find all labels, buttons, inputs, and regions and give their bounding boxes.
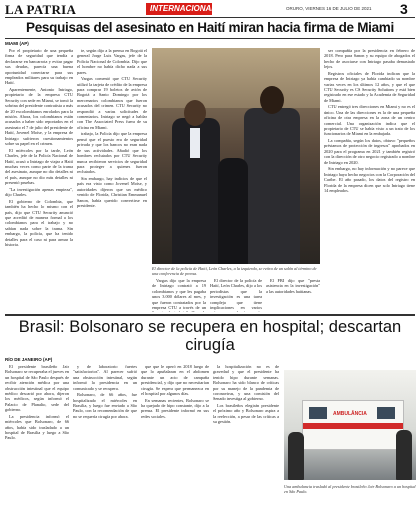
- paragraph: "La investigación apenas empieza", dijo Charles.: [5, 186, 73, 198]
- dateline: ORURO, VIERNES 16 DE JULIO DE 2021: [286, 6, 372, 11]
- photo-figure: [244, 108, 300, 264]
- page-number: 3: [400, 1, 408, 17]
- paragraph: Por el propietario de una pequeña firma de seguridad que tendía a declararse en bancarrota y evitar pagar sus deudas, parecía una buena oportunidad conectarse para sus empleados militares para su trabajo en Haití.: [5, 48, 73, 86]
- story1-col5: [266, 278, 320, 312]
- masthead: [0, 0, 420, 18]
- paragraph: Sin embargo, hay indicios de que el país era visto como Jovenel Moïse, y autoridades dijeron que un médico venido de Florida, Christian Emmanuel Sanon, había querido convertirse en presidente.: [77, 175, 147, 208]
- photo-person: [288, 432, 304, 480]
- paragraph: El gobierno de Colombia, que también ha hecho lo mismo con el país, dijo que CTU Security anunció que acreditó de manera formal a los colombianos para el trabajo y no sabían nada sobre la trama. Sin embargo, la policía, que ha tenido detalles para el caso ni para armar la historia.: [5, 198, 73, 247]
- paragraph: El presidente brasileño Jair Bolsonaro se recuperaba el jueves en un hospital de São Paulo después de recibir atención médica por una obstrucción intestinal que el equipo médico descartó por ahora, dijeron los médicos, según informó el Palacio de Planalto, sede del gobierno.: [5, 364, 69, 413]
- paragraph: y de laboratorio fuertes "satisfactorios". Al parecer sufrió una obstrucción intestinal, según informó la presidencia en un comunicado y se recupera.: [73, 364, 137, 391]
- ambulance-stripe: [303, 423, 403, 429]
- newspaper-logo: LA PATRIA: [5, 2, 77, 17]
- photo-background: [152, 48, 320, 108]
- section-label: INTERNACIONAL: [146, 3, 212, 15]
- paragraph: ser compañía por la presidencia en febrero de 2018. Pero para Sanon y su equipo de abogados el hecho de asociarse con Intriago pasaba demasiado lejos.: [324, 48, 415, 70]
- photo-figure-shirt: [190, 128, 200, 158]
- ambulance-window: [377, 407, 395, 419]
- story1-col2: [77, 48, 147, 310]
- story1-col6: [324, 48, 415, 310]
- masthead-divider: [5, 17, 415, 18]
- paragraph: El FBI dijo que "presta asistencia en la investigación" a las autoridades haitianas.: [266, 278, 320, 294]
- paragraph: Bolsonaro, de 66 años, fue hospitalizado el miércoles en Brasilia, y luego fue enviado a São Paulo, con la recomendación de que no se requería cirugía por ahora.: [73, 392, 137, 419]
- paragraph: El director de la policía de Haití, León Charles, dijo a los periodistas que la investigación es una tarea compleja que tiene implicaciones en varios: [210, 278, 262, 311]
- story2-col2: [73, 364, 137, 508]
- ambulance-window: [309, 407, 327, 419]
- paragraph: Aparentemente, Antonio Intriago, propietario de la empresa CTU Security con sede en Miami, se tomó la sobrina del presidente contratista a más de 20 excolombianos enrolados para la misión. Ahora, los colombianos están acusados a haber sido reportados en el asesinato el 7 de julio del presidente de Haití, Jovenel Moïse, y la empresa de Intriago sufrieron cuestionamientos sobre su papel en el crimen.: [5, 87, 73, 147]
- photo-figure-head: [260, 86, 284, 114]
- photo-ambulance: [284, 370, 416, 480]
- paragraph: CTU entregó tres direcciones en Miami y no es el único. Una de las direcciones es la de una pequeña oficina de otra empresa en la zona de un centro comercial. Una organización indica que el propietario de CTU se había visto a un trato de los funcionarios de Miami en la embajada.: [324, 104, 415, 137]
- paragraph: El miércoles por la tarde, León Charles, jefe de la Policía Nacional de Haití, acusó a Intriago de viajar a Haití muchas veces como parte de la trama del asesinato, aunque no dio detalles ni el país, aunque no dio más detalles ni presentó pruebas.: [5, 147, 73, 186]
- paragraph: Registros oficiales de Florida indican que la empresa de Intriago ya había cambiado su nombre varias veces en los últimos 12 años, y que el que CTU Security es CS Security Solutions y está bien registrado en ese estado y la Academia de Seguridad de Miami.: [324, 70, 415, 103]
- paragraph: Vargas dijo que la empresa de Intriago contrató a 19 colombianos y que les pagaba unos 3.000 dólares al mes, y que fueron contratados por la empresa CTU a través de un: [152, 278, 206, 311]
- paragraph: Los brasileños elegirán presidente el próximo año y Bolsonaro aspira a la reelección, a pesar de las críticas a su gestión.: [213, 403, 279, 425]
- story-divider: [5, 314, 415, 316]
- story1-col4: [210, 278, 262, 312]
- headline-haiti: Pesquisas del asesinato en Haití miran hacia firma de Miami: [26, 20, 394, 35]
- story1-col3: [152, 278, 206, 312]
- ambulance-label: AMBULÂNCIA: [333, 411, 367, 417]
- kicker-brasil: RÍO DE JANEIRO (AP): [5, 357, 53, 362]
- photo-person: [396, 430, 412, 480]
- paragraph: la hospitalización no es de gravedad y que el presidente ha tenido hipo durante semanas. Bolsonaro ha sido blanco de críticas por su manejo de la pandemia de coronavirus, y una comisión del Senado investiga al gobierno.: [213, 364, 279, 402]
- story2-col1: [5, 364, 69, 508]
- paragraph: La compañía, según los datos, obtuvo "pequeños préstamos de protección de ingresos" aprobados en 2020 para el programa en 2021 y también registró con la dirección de otro negocio registrado a nombre de Intriago en 2020.: [324, 138, 415, 165]
- story1-col1: [5, 48, 73, 310]
- photo-figure-head: [184, 100, 206, 126]
- paragraph: En semanas recientes, Bolsonaro se ha quejado de hipo constante, dijo a la prensa. El presidente informó en sus redes sociales.: [141, 397, 209, 419]
- photo-caption-brasil: Una ambulancia trasladó al presidente brasileño Jair Bolsonaro a un hospital en São Paulo.: [284, 484, 416, 494]
- kicker-haiti: MIAMI (AP): [5, 41, 29, 46]
- paragraph: que que le operó en 2018 luego de que lo apuñalaran en el abdomen durante un acto de campaña presidencial, y dijo que no necesitarían cirugía. Se espera que permanezca en el hospital por algunos días.: [141, 364, 209, 397]
- paragraph: Sin embargo, no hay información y no parece que Intriago haya hecho negocios con la Corporación del Caribe. El año pasado, los datos del registro en Florida de la empresa dicen que solo Intriago tiene 14 empleados.: [324, 166, 415, 193]
- headline-brasil: Brasil: Bolsonaro se recupera en hospital; descartan cirugía: [18, 318, 402, 354]
- paragraph: trabajo, la Policía dijo que la empresa pensó que el puesto era de seguridad privada y que los bancos no eran nada de sus actividades. Añadió que los hombres reclutados por CTU Security nunca recibieron servicios de seguridad para proteger a quienes fueron reclutados.: [77, 131, 147, 175]
- story2-col3: [141, 364, 209, 508]
- paragraph: Vargas comentó que CTU Security utilizó la tarjeta de crédito de la empresa para comprar 19 boletos de avión de Bogotá a Santo Domingo por los mercenarios colombianos que fueron acusados del crimen. CTU Security no respondió a varias solicitudes de comentarios. Intriago se negó a hablar con The Associated Press fuera de su oficina en Miami.: [77, 76, 147, 130]
- paragraph: te, según dijo a la prensa en Bogotá el general Jorge Luis Vargas, jefe de la Policía Nacional de Colombia. Dijo que el hombre no había dicho nada a sus pares.: [77, 48, 147, 75]
- paragraph: La presidencia informó el miércoles que Bolsonaro, de 66 años, había sido trasladado a un hospital de Brasilia y luego a São Paulo.: [5, 413, 69, 441]
- headline-divider: [5, 38, 415, 39]
- photo-caption-haiti: El director de la policía de Haití, León Charles, a la izquierda, se retira de un salón al término de una conferencia de prensa.: [152, 266, 317, 276]
- story2-col4: [213, 364, 279, 508]
- photo-haiti-police: [152, 48, 320, 264]
- photo-figure: [218, 158, 248, 264]
- ambulance: [302, 400, 404, 450]
